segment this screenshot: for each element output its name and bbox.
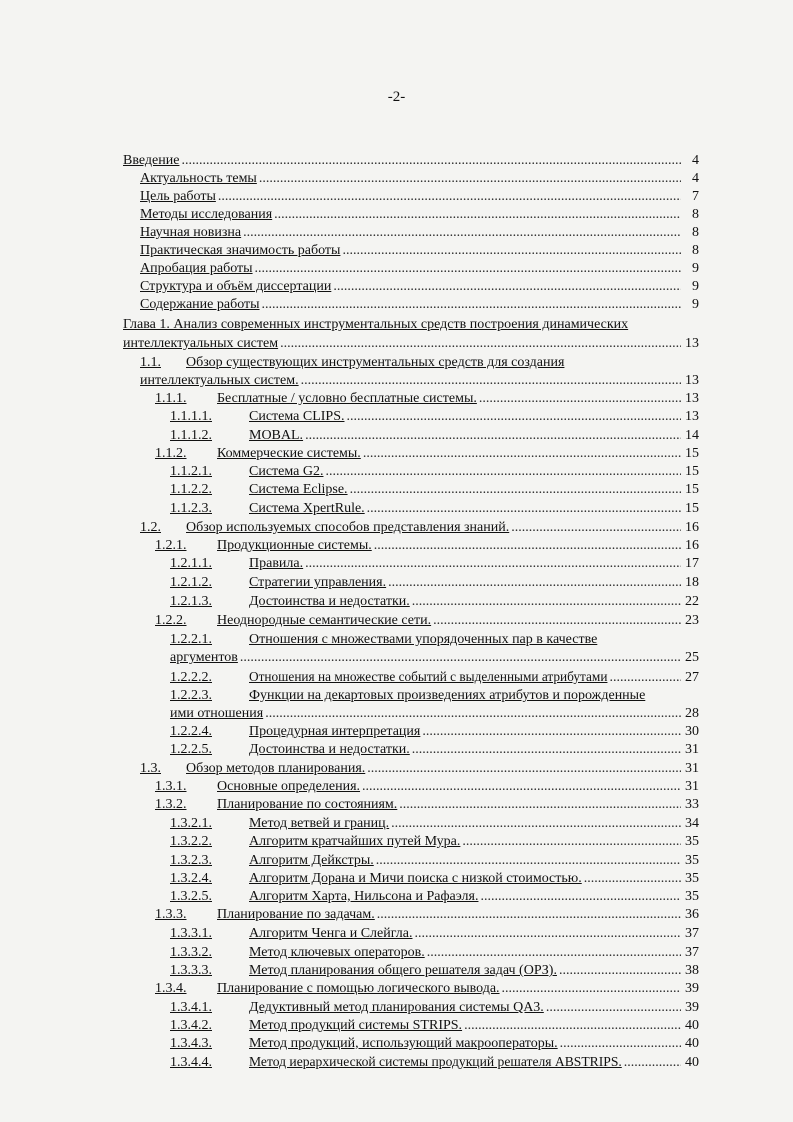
toc-entry-number: 1.3.3.2. (170, 945, 212, 960)
toc-entry-number: 1.1. (140, 355, 161, 370)
toc-entry-title: Введение (123, 153, 180, 168)
toc-entry (123, 316, 699, 334)
toc-entry-page: 8 (692, 207, 699, 222)
toc-entry-page: 39 (685, 1000, 699, 1015)
toc-entry-page: 37 (685, 945, 699, 960)
toc-entry (170, 925, 699, 943)
toc-entry-number: 1.3.2.5. (170, 889, 212, 904)
toc-entry (170, 463, 699, 481)
toc-entry (155, 980, 699, 998)
toc-entry-page: 35 (685, 871, 699, 886)
toc-entry-number: 1.3.4.1. (170, 1000, 212, 1015)
toc-entry-number: 1.3.4.2. (170, 1018, 212, 1033)
toc-entry (140, 354, 699, 372)
toc-entry (170, 593, 699, 611)
toc-entry-title: Отношения на множестве событий с выделенными атрибутами (249, 669, 608, 684)
toc-entry-number: 1.1.1.1. (170, 409, 212, 424)
toc-entry-page: 30 (685, 724, 699, 739)
toc-entry-page: 8 (692, 243, 699, 258)
toc-entry-number: 1.2. (140, 520, 161, 535)
toc-entry-number: 1.2.1.3. (170, 594, 212, 609)
toc-entry-title: Планирование по задачам. (217, 907, 375, 922)
toc-entry-number: 1.2.2.2. (170, 670, 212, 685)
toc-entry-title: Стратегии управления. (249, 575, 387, 590)
toc-entry-page: 16 (685, 538, 699, 553)
toc-entry (170, 999, 699, 1017)
toc-entry-page: 16 (685, 520, 699, 535)
toc-entry-number: 1.3.2.3. (170, 853, 212, 868)
toc-entry (155, 445, 699, 463)
toc-entry (140, 206, 699, 224)
toc-entry (170, 1053, 699, 1071)
toc-entry-title: Цель работы (140, 189, 216, 204)
toc-entry-title: Отношения с множествами упорядоченных пар в качестве (249, 632, 598, 647)
toc-entry-title: Содержание работы (140, 297, 260, 312)
toc-entry-title: Коммерческие системы. (217, 446, 361, 461)
toc-entry (170, 500, 699, 518)
toc-entry-number: 1.1.2.3. (170, 501, 212, 516)
toc-entry-number: 1.2.1.2. (170, 575, 212, 590)
toc-entry-page: 14 (685, 428, 699, 443)
toc-entry-number: 1.2.1. (155, 538, 187, 553)
toc-entry-page: 35 (685, 853, 699, 868)
toc-entry-page: 38 (685, 963, 699, 978)
toc-entry-number: 1.3.2.4. (170, 871, 212, 886)
toc-entry-number: 1.3.3.3. (170, 963, 212, 978)
toc-entry (170, 815, 699, 833)
toc-entry-title: Дедуктивный метод планирования системы QA3. (249, 1000, 544, 1015)
toc-entry-number: 1.2.2.1. (170, 632, 212, 647)
toc-entry-title: Метод иерархической системы продукций решателя ABSTRIPS. (249, 1054, 622, 1069)
toc-entry-title: Процедурная интерпретация (249, 724, 421, 739)
toc-entry-title: Функции на декартовых произведениях атрибутов и порожденные (249, 688, 646, 703)
toc-entry-title: Достоинства и недостатки. (249, 594, 410, 609)
toc-entry (140, 260, 699, 278)
toc-entry-number: 1.1.2.1. (170, 464, 212, 479)
toc-entry (170, 649, 699, 667)
toc-entry-number: 1.1.1.2. (170, 428, 212, 443)
toc-entry-page: 9 (692, 279, 699, 294)
toc-entry-page: 8 (692, 225, 699, 240)
toc-entry-number: 1.2.1.1. (170, 556, 212, 571)
toc-entry-page: 39 (685, 981, 699, 996)
toc-entry (155, 906, 699, 924)
toc-entry-page: 36 (685, 907, 699, 922)
toc-entry-title: Алгоритм кратчайших путей Мура. (249, 834, 461, 849)
toc-entry (140, 372, 699, 390)
toc-entry (140, 224, 699, 242)
toc-entry (170, 705, 699, 723)
toc-entry-page: 23 (685, 613, 699, 628)
toc-entry-title: Система CLIPS. (249, 409, 345, 424)
toc-entry (170, 427, 699, 445)
toc-entry-title: Алгоритм Ченга и Слейгла. (249, 926, 413, 941)
toc-entry (170, 687, 699, 705)
toc-entry-title: Метод планирования общего решателя задач (ОРЗ). (249, 963, 557, 978)
toc-entry-title: Система G2. (249, 464, 324, 479)
toc-entry-title: Научная новизна (140, 225, 242, 240)
page-number: -2- (387, 89, 406, 105)
toc-entry (155, 612, 699, 630)
toc-entry (170, 741, 699, 759)
toc-entry-page: 9 (692, 297, 699, 312)
toc-entry-number: 1.2.2.5. (170, 742, 212, 757)
toc-entry (170, 574, 699, 592)
toc-entry-page: 13 (685, 391, 699, 406)
toc-entry (140, 519, 699, 537)
toc-entry-title: Основные определения. (217, 779, 361, 794)
toc-entry (170, 1017, 699, 1035)
toc-entry-page: 34 (685, 816, 699, 831)
toc-entry-number: 1.3.4. (155, 981, 187, 996)
toc-entry-number: 1.3.1. (155, 779, 187, 794)
toc-entry-page: 40 (685, 1055, 699, 1070)
toc-entry-page: 22 (685, 594, 699, 609)
toc-entry-number: 1.1.2. (155, 446, 187, 461)
toc-entry (170, 723, 699, 741)
toc-entry (170, 852, 699, 870)
toc-entry-number: 1.2.2. (155, 613, 187, 628)
toc-entry-title: Бесплатные / условно бесплатные системы. (217, 391, 477, 406)
toc-entry-title: Система Eclipse. (249, 482, 348, 497)
toc-entry-page: 27 (685, 670, 699, 685)
toc-entry-title: Неоднородные семантические сети. (217, 613, 432, 628)
toc-entry (155, 537, 699, 555)
toc-entry-page: 28 (685, 706, 699, 721)
toc-entry-page: 40 (685, 1018, 699, 1033)
toc-entry-page: 15 (685, 464, 699, 479)
toc-entry-number: 1.3.2.1. (170, 816, 212, 831)
toc-entry-title: Апробация работы (140, 261, 253, 276)
toc-entry-title: Планирование по состояниям. (217, 797, 398, 812)
toc-entry (170, 481, 699, 499)
toc-entry-title: MOBAL. (249, 428, 304, 443)
toc-entry (140, 170, 699, 188)
toc-entry-number: 1.1.2.2. (170, 482, 212, 497)
toc-entry-page: 13 (685, 336, 699, 351)
toc-entry-number: 1.3.3. (155, 907, 187, 922)
toc-entry-number: 1.3.4.4. (170, 1055, 212, 1070)
toc-entry-page: 31 (685, 779, 699, 794)
toc-entry (170, 888, 699, 906)
toc-entry-title: Метод ключевых операторов. (249, 945, 425, 960)
toc-entry-page: 15 (685, 501, 699, 516)
toc-entry-title: Структура и объём диссертации (140, 279, 332, 294)
toc-entry (170, 1035, 699, 1053)
toc-entry (140, 296, 699, 314)
toc-entry (140, 760, 699, 778)
toc-entry-title: интеллектуальных систем. (140, 373, 299, 388)
toc-entry (170, 962, 699, 980)
toc-entry (170, 870, 699, 888)
toc-entry-number: 1.3.2. (155, 797, 187, 812)
toc-entry-title: Система XpertRule. (249, 501, 365, 516)
toc-entry (170, 668, 699, 686)
toc-entry (170, 631, 699, 649)
toc-entry (140, 278, 699, 296)
toc-entry-title: ими отношения (170, 706, 264, 721)
toc-entry (170, 944, 699, 962)
toc-entry-page: 31 (685, 761, 699, 776)
toc-entry-number: 1.3.4.3. (170, 1036, 212, 1051)
toc-entry-number: 1.2.2.3. (170, 688, 212, 703)
toc-entry-number: 1.3.2.2. (170, 834, 212, 849)
toc-entry-page: 13 (685, 409, 699, 424)
toc-entry-title: интеллектуальных систем (123, 336, 279, 351)
toc-entry-page: 31 (685, 742, 699, 757)
toc-entry-page: 13 (685, 373, 699, 388)
toc-entry-title: Методы исследования (140, 207, 273, 222)
toc-entry-title: Практическая значимость работы (140, 243, 341, 258)
toc-entry (123, 152, 699, 170)
toc-entry-title: Метод продукций системы STRIPS. (249, 1018, 463, 1033)
toc-entry (155, 390, 699, 408)
toc-entry-page: 33 (685, 797, 699, 812)
toc-entry-page: 40 (685, 1036, 699, 1051)
toc-entry-number: 1.1.1. (155, 391, 187, 406)
toc-entry-page: 4 (692, 153, 699, 168)
toc-entry-number: 1.3. (140, 761, 161, 776)
toc-entry (123, 335, 699, 353)
toc-entry (140, 242, 699, 260)
toc-entry-page: 4 (692, 171, 699, 186)
toc-entry-number: 1.2.2.4. (170, 724, 212, 739)
toc-entry-title: Алгоритм Харта, Нильсона и Рафаэля. (249, 889, 479, 904)
toc-entry (170, 833, 699, 851)
toc-entry-page: 15 (685, 482, 699, 497)
toc-entry-page: 35 (685, 834, 699, 849)
toc-entry (170, 555, 699, 573)
toc-entry-title: Алгоритм Дейкстры. (249, 853, 374, 868)
toc-entry-title: Метод продукций, использующий макрооператоры. (249, 1036, 558, 1051)
toc-entry-page: 37 (685, 926, 699, 941)
toc-entry-title: Правила. (249, 556, 304, 571)
toc-entry-page: 9 (692, 261, 699, 276)
toc-entry-title: Метод ветвей и границ. (249, 816, 390, 831)
toc-entry (140, 188, 699, 206)
toc-entry (170, 408, 699, 426)
toc-entry-page: 15 (685, 446, 699, 461)
toc-entry-page: 17 (685, 556, 699, 571)
toc-entry-title: Продукционные системы. (217, 538, 372, 553)
toc-entry-title: Актуальность темы (140, 171, 257, 186)
toc-entry-page: 25 (685, 650, 699, 665)
toc-entry-title: Достоинства и недостатки. (249, 742, 410, 757)
toc-entry-page: 18 (685, 575, 699, 590)
toc-entry-title: аргументов (170, 650, 238, 665)
toc-entry-title: Обзор методов планирования. (186, 761, 366, 776)
toc-entry-title: Планирование с помощью логического вывода. (217, 981, 500, 996)
toc-entry-title: Алгоритм Дорана и Мичи поиска с низкой стоимостью. (249, 871, 582, 886)
toc-entry (155, 796, 699, 814)
toc-entry-title: Обзор существующих инструментальных средств для создания (186, 355, 565, 370)
toc-entry-title: Обзор используемых способов представления знаний. (186, 520, 510, 535)
toc-entry-page: 35 (685, 889, 699, 904)
toc-entry-number: 1.3.3.1. (170, 926, 212, 941)
toc-entry-title: Глава 1. Анализ современных инструментальных средств построения динамических (123, 317, 629, 332)
toc-entry-page: 7 (692, 189, 699, 204)
toc-entry (155, 778, 699, 796)
